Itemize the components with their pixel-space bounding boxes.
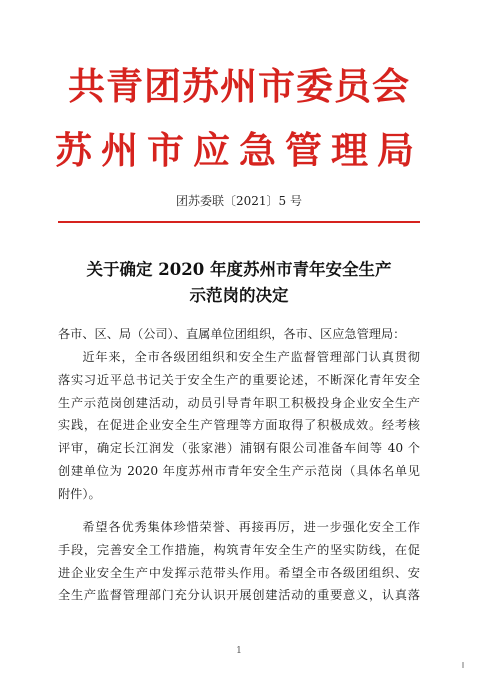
document-title-line-2: 示范岗的决定	[189, 286, 289, 305]
document-title-line-1: 关于确定 2020 年度苏州市青年安全生产	[86, 260, 392, 279]
paragraph-line: 进企业安全生产中发挥示范带头作用。希望全市各级团组织、安	[58, 565, 420, 580]
paragraph-line: 近年来，全市各级团组织和安全生产监督管理部门认真贯彻	[82, 350, 420, 364]
issuer-org-2: 苏州市应急管理局	[55, 128, 423, 172]
paragraph-line: 创建单位为 2020 年度苏州市青年安全生产示范岗（具体名单见	[58, 463, 420, 478]
paragraph-line: 手段，完善安全工作措施，构筑青年安全生产的坚实防线，在促	[58, 542, 420, 557]
salutation	[58, 323, 420, 346]
salutation-text: 各市、区、局（公司）、直属单位团组织，各市、区应急管理局：	[58, 327, 406, 341]
paragraph-line: 生产示范岗创建活动，动员引导青年职工积极投身企业安全生产	[58, 395, 420, 410]
scan-edge-mark	[462, 662, 464, 668]
red-separator-rule	[58, 221, 420, 223]
paragraph-line: 希望各优秀集体珍惜荣誉、再接再厉，进一步强化安全工作	[82, 520, 420, 534]
paragraph-line: 全生产监督管理部门充分认识开展创建活动的重要意义，认真落	[58, 588, 420, 603]
body-paragraph-1	[58, 346, 420, 506]
paragraph-line: 落实习近平总书记关于安全生产的重要论述，不断深化青年安全	[58, 372, 420, 387]
body-paragraph-2	[58, 516, 420, 607]
document-number: 团苏委联〔2021〕5 号	[176, 194, 302, 208]
paragraph-line: 实践，在促进企业安全生产管理等方面取得了积极成效。经考核	[58, 418, 420, 433]
page-number: 1	[236, 646, 242, 656]
issuer-org-1: 共青团苏州市委员会	[68, 64, 410, 108]
paragraph-line: 附件）。	[58, 486, 101, 501]
paragraph-line: 评审，确定长江润发（张家港）浦钢有限公司准备车间等 40 个	[58, 441, 420, 456]
